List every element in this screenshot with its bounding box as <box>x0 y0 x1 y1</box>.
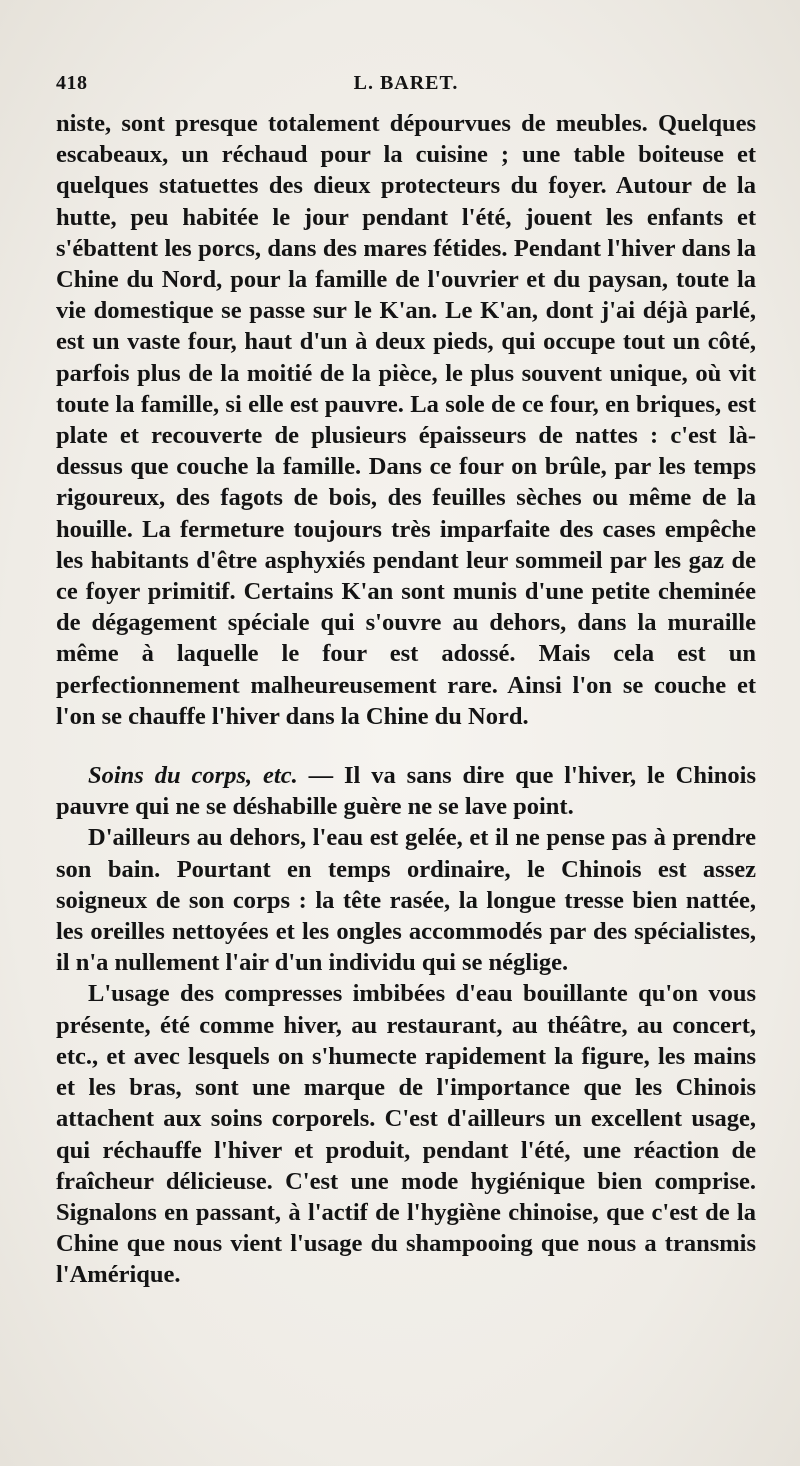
page-number: 418 <box>56 72 88 94</box>
paragraph-bain: D'ailleurs au dehors, l'eau est gelée, et il ne pense pas à prendre son bain. Pourtant en temps ordinaire, le Chinois est assez soigneux de son corps : la tête rasée, la longue tresse bien nattée, les oreilles nettoyées et les ongles accommodés par des spécialistes, il n'a nullement l'air d'un individu qui se néglige. <box>56 824 756 977</box>
paragraph-kan-description: niste, sont presque totalement dépourvues de meubles. Quelques escabeaux, un réchaud pour la cuisine ; une table boiteuse et quelques statuettes des dieux protecteurs du foyer. Autour de la hutte, peu habitée le jour pendant l'été, jouent les enfants et s'ébattent les porcs, dans des mares fétides. Pendant l'hiver dans la Chine du Nord, pour la famille de l'ouvrier et du paysan, toute la vie domestique se passe sur le K'an. Le K'an, dont j'ai déjà parlé, est un vaste four, haut d'un à deux pieds, qui occupe tout un côté, parfois plus de la moitié de la pièce, le plus souvent unique, où vit toute la famille, si elle est pauvre. La sole de ce four, en briques, est plate et recouverte de plusieurs épaisseurs de nattes : c'est là-dessus que couche la famille. Dans ce four on brûle, par les temps rigoureux, des fagots de bois, des feuilles sèches ou même de la houille. La fermeture toujours très imparfaite des cases empêche les habitants d'être asphyxiés pendant leur sommeil par les gaz de ce foyer primitif. Certains K'an sont munis d'une petite cheminée de dégagement spéciale qui s'ouvre au dehors, dans la muraille même à laquelle le four est adossé. Mais cela est un perfectionnement malheureusement rare. Ainsi l'on se couche et l'on se chauffe l'hiver dans la Chine du Nord. <box>56 110 756 730</box>
paragraph-soins-du-corps <box>56 760 756 822</box>
body-text <box>56 108 756 1291</box>
paragraph-text: — Il va sans dire que l'hiver, le Chinois pauvre qui ne se déshabille guère ne se lave point. <box>56 762 756 821</box>
paragraph-compresses: L'usage des compresses imbibées d'eau bouillante qu'on vous présente, été comme hiver, au restaurant, au théâtre, au concert, etc., et avec lesquels on s'humecte rapidement la figure, les mains et les bras, sont une marque de l'importance que les Chinois attachent aux soins corporels. C'est d'ailleurs un excellent usage, qui réchauffe l'hiver et produit, pendant l'été, une réaction de fraîcheur délicieuse. C'est une mode hygiénique bien comprise. Signalons en passant, à l'actif de l'hygiène chinoise, que c'est de la Chine que nous vient l'usage du shampooing que nous a transmis l'Amérique. <box>56 980 756 1289</box>
running-head-author: L. BARET. <box>353 72 459 94</box>
section-heading: Soins du corps, etc. <box>88 762 298 790</box>
running-head <box>56 72 756 102</box>
